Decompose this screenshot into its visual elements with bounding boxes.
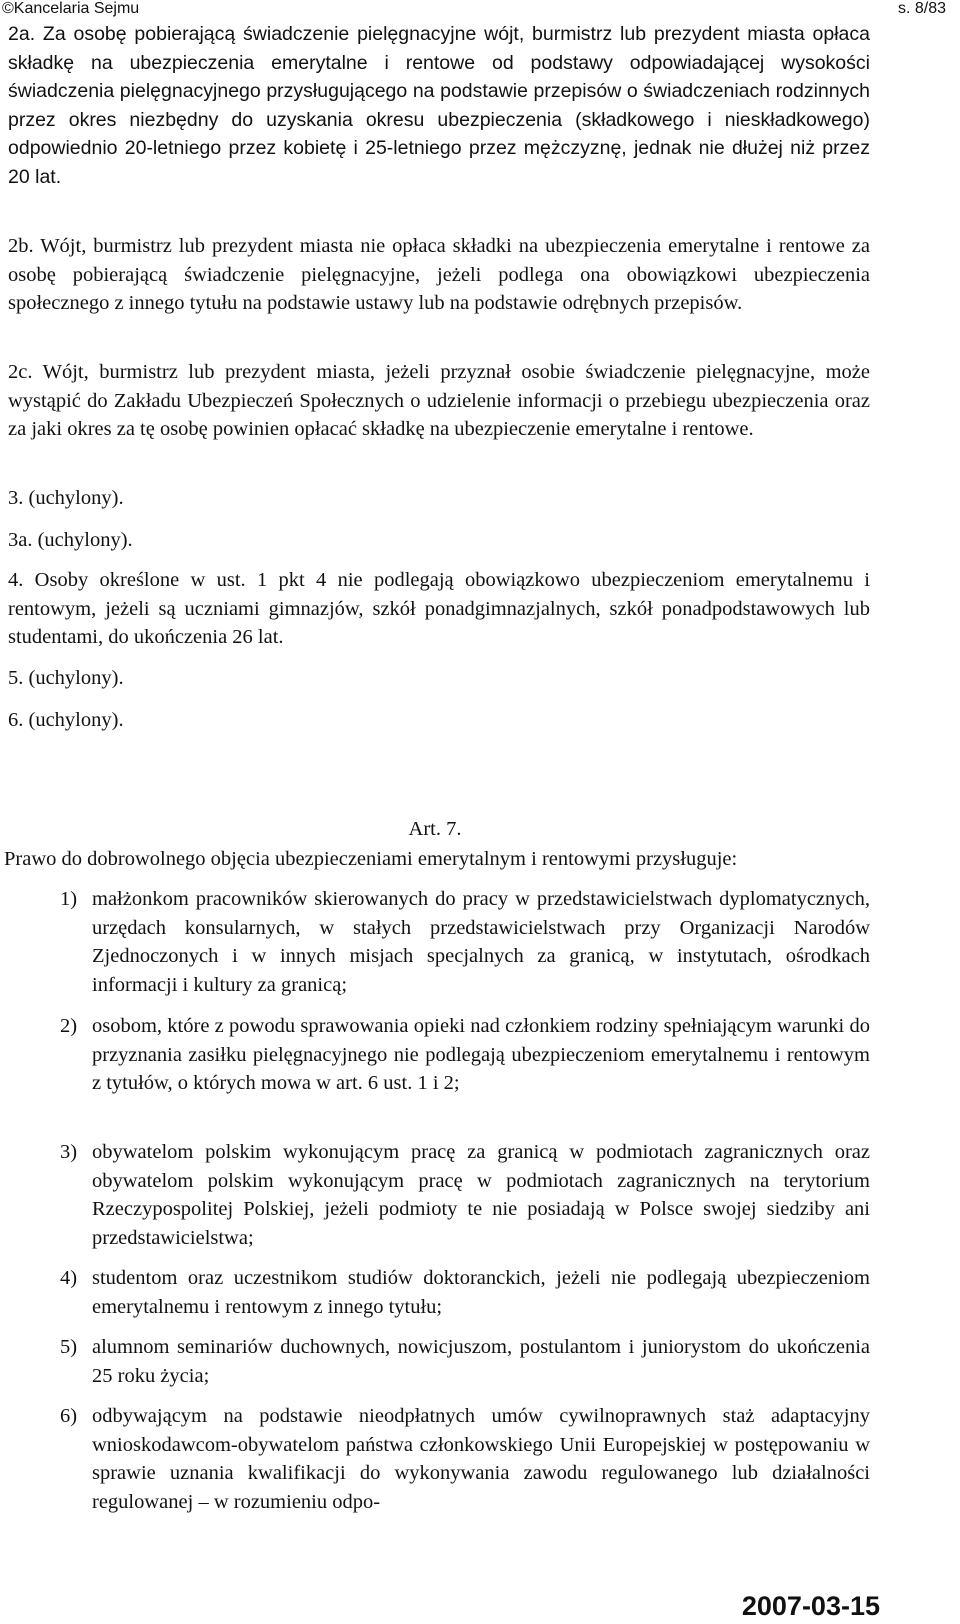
list-item-number: 5) (60, 1336, 78, 1358)
list-item (60, 1012, 870, 1098)
list-item-text: alumnom seminariów duchownych, nowicjuszom, postulantom i juniorystom do ukończenia 25 roku życia; (92, 1336, 870, 1387)
list-item-text: osobom, które z powodu sprawowania opieki nad członkiem rodziny spełniającym warunki do przyznania zasiłku pielęgnacyjnego nie podlegają ubezpieczeniom emerytalnemu i rentowym z tytułów, o których mowa w art. 6 ust. 1 i 2; (92, 1015, 870, 1095)
list-item-text: obywatelom polskim wykonującym pracę za granicą w podmiotach zagranicznych oraz obywatelom polskim wykonującym pracę w podmiotach zagranicznych na terytorium Rzeczypospolitej Polskiej, jeżeli podmioty te nie posiadają w Polsce swojej siedziby ani przedstawicielstwa; (92, 1141, 870, 1249)
list-item-number: 6) (60, 1405, 78, 1427)
list-item (60, 1333, 870, 1390)
list-item (60, 1264, 870, 1321)
list-item (60, 885, 870, 999)
list-item-number: 4) (60, 1267, 78, 1289)
paragraph-6: 6. (uchylony). (8, 709, 124, 731)
list-item-number: 1) (60, 888, 78, 910)
paragraph-2c: 2c. Wójt, burmistrz lub prezydent miasta, jeżeli przyznał osobie świadczenie pielęgnacyjne, może wystąpić do Zakładu Ubezpieczeń Społecznych o udzielenie informacji o przebiegu ubezpieczenia oraz za jaki okres za tę osobę powinien opłacać składkę na ubezpieczenie emerytalne i rentowe. (8, 361, 870, 441)
list-item-text: odbywającym na podstawie nieodpłatnych umów cywilnoprawnych staż adaptacyjny wnioskodawcom-obywatelom państwa członkowskiego Unii Europejskiej w postępowaniu w sprawie uznania kwalifikacji do wykonywania zawodu regulowanego lub działalności regulowanej – w rozumieniu odpo- (92, 1405, 870, 1513)
header-publisher: ©Kancelaria Sejmu (2, 0, 140, 17)
list-item-text: studentom oraz uczestnikom studiów doktoranckich, jeżeli nie podlegają ubezpieczeniom emerytalnemu i rentowym z innego tytułu; (92, 1267, 870, 1318)
article-title: Art. 7. (408, 818, 462, 840)
article-intro: Prawo do dobrowolnego objęcia ubezpieczeniami emerytalnym i rentowymi przysługuje: (4, 848, 738, 870)
paragraph-3a: 3a. (uchylony). (8, 529, 133, 551)
paragraph-2a: 2a. Za osobę pobierającą świadczenie pielęgnacyjne wójt, burmistrz lub prezydent miasta opłaca składkę na ubezpieczenia emerytalne i rentowe od podstawy odpowiadającej wysokości świadczenia pielęgnacyjnego przysługującego na podstawie przepisów o świadczeniach rodzinnych przez okres niezbędny do uzyskania okresu ubezpieczenia (składkowego i nieskładkowego) odpowiednio 20-letniego przez kobietę i 25-letniego przez mężczyznę, jednak nie dłużej niż przez 20 lat. (8, 23, 870, 188)
list-item-number: 2) (60, 1015, 78, 1037)
paragraph-4: 4. Osoby określone w ust. 1 pkt 4 nie podlegają obowiązkowo ubezpieczeniom emerytalnemu i rentowym, jeżeli są uczniami gimnazjów, szkół ponadgimnazjalnych, szkół ponadpodstawowych lub studentami, do ukończenia 26 lat. (8, 569, 870, 649)
paragraph-2b: 2b. Wójt, burmistrz lub prezydent miasta nie opłaca składki na ubezpieczenia emerytalne i rentowe za osobę pobierającą świadczenie pielęgnacyjne, jeżeli podlega ona obowiązkowi ubezpieczenia społecznego z innego tytułu na podstawie ustawy lub na podstawie odrębnych przepisów. (8, 235, 870, 315)
page-header (0, 0, 960, 20)
paragraph-3: 3. (uchylony). (8, 487, 124, 509)
header-page-number: s. 8/83 (897, 0, 946, 17)
paragraph-5: 5. (uchylony). (8, 667, 124, 689)
footer-date: 2007-03-15 (741, 1591, 880, 1621)
list-item (60, 1402, 870, 1516)
list-item (60, 1138, 870, 1252)
list-item-text: małżonkom pracowników skierowanych do pracy w przedstawicielstwach dyplomatycznych, urzędach konsularnych, w stałych przedstawicielstwach przy Organizacji Narodów Zjednoczonych i w innych misjach specjalnych za granicą, w instytutach, ośrodkach informacji i kultury za granicą; (92, 888, 870, 996)
list-item-number: 3) (60, 1141, 78, 1163)
